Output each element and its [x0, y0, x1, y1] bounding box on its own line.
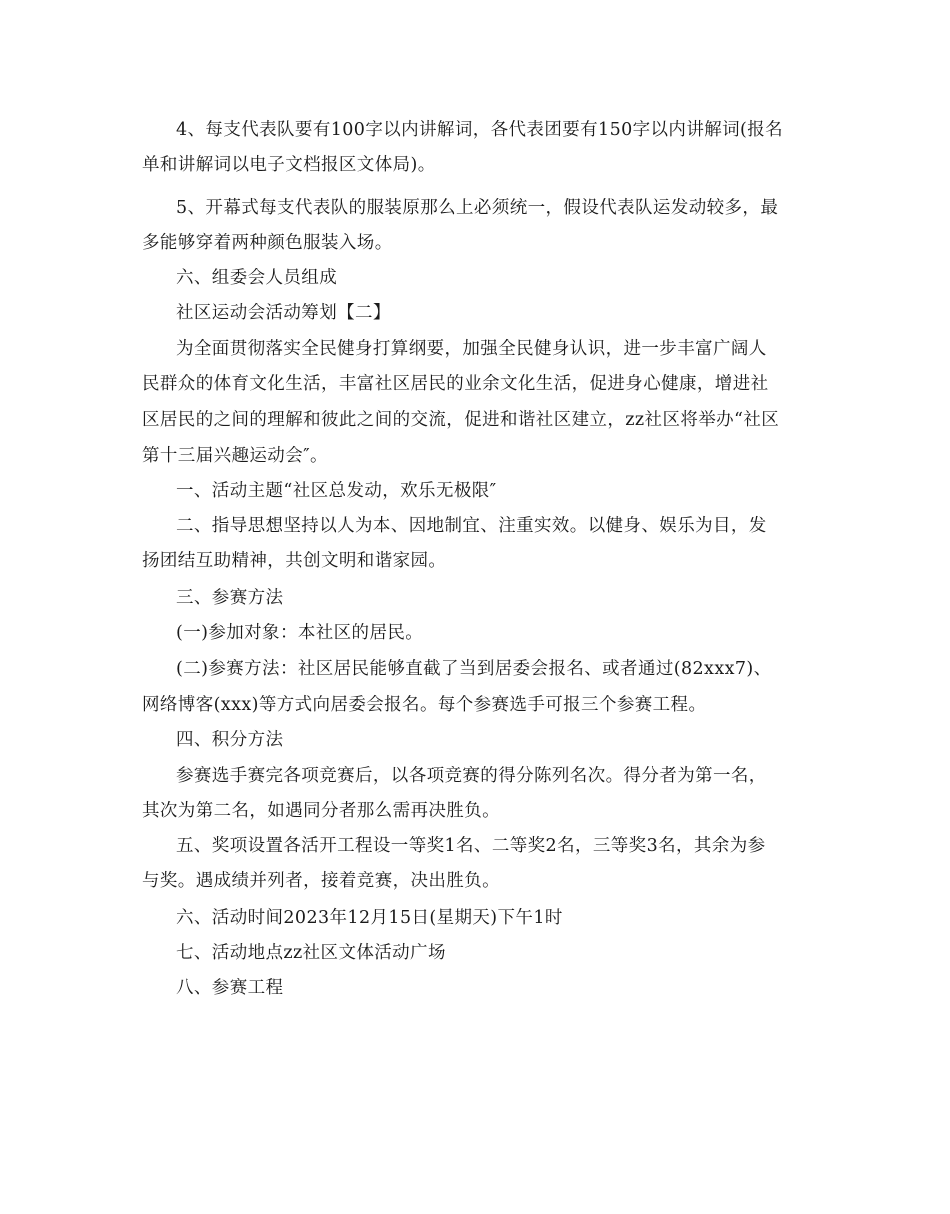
section-heading: 一、活动主题“社区总发动，欢乐无极限″: [176, 481, 497, 501]
section-heading: 八、参赛工程: [176, 978, 284, 998]
paragraph-line: 扬团结互助精神，共创文明和谐家园。: [142, 551, 447, 571]
section-heading: 六、组委会人员组成: [176, 268, 338, 288]
paragraph-line: 二、指导思想坚持以人为本、因地制宜、注重实效。以健身、娱乐为目，发: [176, 516, 767, 536]
paragraph-line: 第十三届兴趣运动会″。: [142, 446, 328, 466]
paragraph-line: (一)参加对象：本社区的居民。: [176, 623, 424, 643]
section-title: 社区运动会活动筹划【二】: [176, 303, 391, 323]
paragraph-line: 与奖。遇成绩并列者，接着竞赛，决出胜负。: [142, 871, 500, 891]
paragraph-line: 五、奖项设置各活开工程设一等奖1名、二等奖2名，三等奖3名，其余为参: [176, 836, 766, 856]
paragraph-line: 单和讲解词以电子文档报区文体局)。: [142, 155, 436, 175]
paragraph-line: 5、开幕式每支代表队的服装原那么上必须统一，假设代表队运发动较多，最: [176, 198, 779, 218]
paragraph-line: 多能够穿着两种颜色服装入场。: [142, 233, 393, 253]
paragraph-line: 为全面贯彻落实全民健身打算纲要，加强全民健身认识，进一步丰富广阔人: [176, 339, 767, 359]
section-heading: 四、积分方法: [176, 730, 284, 750]
section-heading: 七、活动地点zz社区文体活动广场: [176, 943, 446, 963]
section-heading: 三、参赛方法: [176, 588, 284, 608]
paragraph-line: 区居民的之间的理解和彼此之间的交流，促进和谐社区建立，zz社区将举办“社区: [142, 410, 780, 430]
paragraph-line: 民群众的体育文化生活，丰富社区居民的业余文化生活，促进身心健康，增进社: [142, 374, 769, 394]
paragraph-line: 4、每支代表队要有100字以内讲解词，各代表团要有150字以内讲解词(报名: [176, 120, 784, 140]
paragraph-line: 参赛选手赛完各项竞赛后，以各项竞赛的得分陈列名次。得分者为第一名，: [176, 766, 767, 786]
paragraph-line: (二)参赛方法：社区居民能够直截了当到居委会报名、或者通过(82xxx7)、: [176, 659, 772, 679]
section-heading: 六、活动时间2023年12月15日(星期天)下午1时: [176, 908, 563, 928]
paragraph-line: 网络博客(xxx)等方式向居委会报名。每个参赛选手可报三个参赛工程。: [142, 695, 707, 715]
paragraph-line: 其次为第二名，如遇同分者那么需再决胜负。: [142, 801, 500, 821]
